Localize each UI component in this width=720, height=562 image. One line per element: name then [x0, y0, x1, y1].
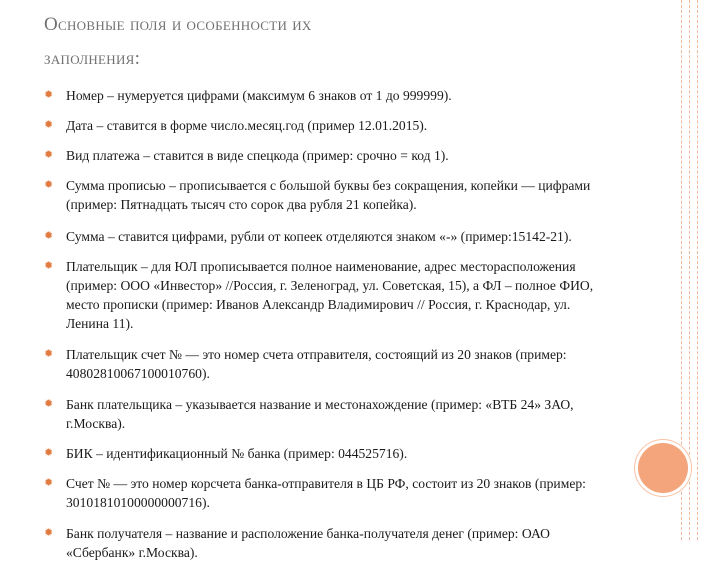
list-item: [44, 146, 604, 165]
orange-sun-bullet-icon: ✹: [44, 230, 54, 242]
list-item-text: Дата – ставится в форме число.месяц.год (пример 12.01.2015).: [66, 118, 428, 133]
orange-sun-bullet-icon: ✹: [44, 119, 54, 131]
list-item: [44, 395, 604, 433]
slide-title-line-2: заполнения:: [44, 48, 141, 69]
list-item: [44, 257, 604, 333]
orange-sun-bullet-icon: ✹: [44, 527, 54, 539]
orange-sun-bullet-icon: ✹: [44, 447, 54, 459]
list-item: [44, 227, 604, 246]
list-item-text: Сумма прописью – прописывается с большой буквы без сокращения, копейки — цифрами (пример: Пятнадцать тысяч сто сорок два рубля 21 копейка).: [66, 178, 591, 212]
orange-sun-bullet-icon: ✹: [44, 179, 54, 191]
slide-title-line-1: Основные поля и особенности их: [44, 14, 312, 35]
list-item-text: БИК – идентификационный № банка (пример: 044525716).: [66, 446, 408, 461]
list-item-text: Банк получателя – название и расположение банка-получателя денег (пример: ОАО «Сбербанк» г.Москва).: [66, 526, 550, 560]
orange-sun-bullet-icon: ✹: [44, 348, 54, 360]
list-item: [44, 524, 604, 562]
orange-sun-bullet-icon: ✹: [44, 89, 54, 101]
orange-sun-bullet-icon: ✹: [44, 149, 54, 161]
list-item: [44, 444, 604, 463]
decorative-circle: [638, 443, 688, 493]
list-item-text: Вид платежа – ставится в виде спецкода (пример: срочно = код 1).: [66, 148, 449, 163]
list-item: [44, 86, 604, 105]
list-item: [44, 116, 604, 135]
list-item-text: Плательщик счет № — это номер счета отправителя, состоящий из 20 знаков (пример: 40802810067100010760).: [66, 347, 567, 381]
list-item-text: Номер – нумеруется цифрами (максимум 6 знаков от 1 до 999999).: [66, 88, 452, 103]
list-item: [44, 345, 604, 383]
orange-sun-bullet-icon: ✹: [44, 398, 54, 410]
orange-sun-bullet-icon: ✹: [44, 477, 54, 489]
list-item-text: Счет № — это номер корсчета банка-отправителя в ЦБ РФ, состоит из 20 знаков (пример: 30101810100000000716).: [66, 476, 586, 510]
list-item: [44, 474, 604, 512]
fields-list: [44, 86, 604, 562]
orange-sun-bullet-icon: ✹: [44, 260, 54, 272]
slide-title: [44, 8, 644, 76]
decorative-dashed-line: [689, 0, 690, 540]
list-item-text: Сумма – ставится цифрами, рубли от копеек отделяются знаком «-» (пример:15142-21).: [66, 229, 572, 244]
list-item-text: Плательщик – для ЮЛ прописывается полное наименование, адрес месторасположения (пример: ООО «Инвестор» //Россия, г. Зеленоград, ул. Советская, 15), а ФЛ – полное ФИО, место прописки (пример: Иванов Александр Владимирович // Россия, г. Краснодар, ул. Ленина 11).: [66, 259, 594, 331]
list-item: [44, 176, 604, 214]
list-item-text: Банк плательщика – указывается название и местонахождение (пример: «ВТБ 24» ЗАО, г.Москва).: [66, 397, 574, 431]
decorative-dashed-line: [697, 0, 698, 540]
